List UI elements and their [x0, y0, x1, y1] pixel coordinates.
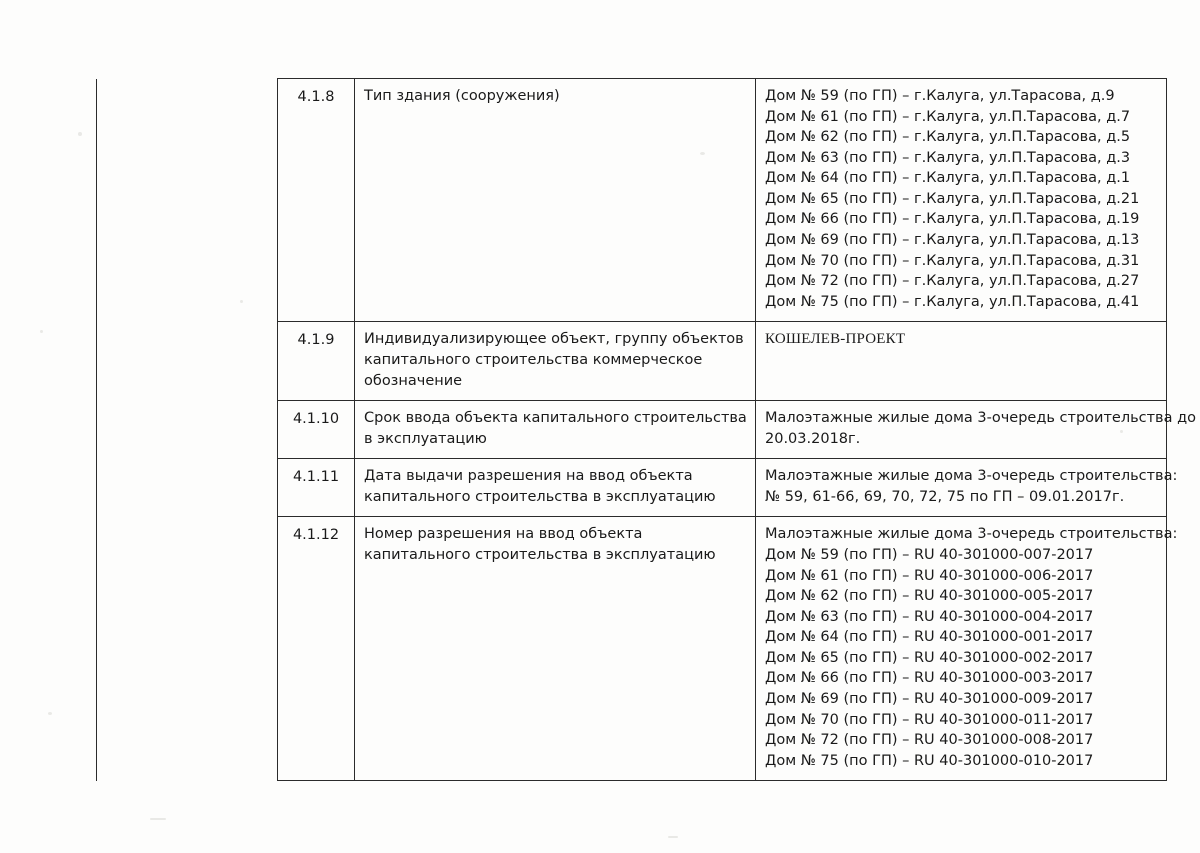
value-line: Малоэтажные жилые дома 3-очередь строительства:	[765, 468, 1178, 485]
label-line: Дата выдачи разрешения на ввод объекта	[364, 468, 693, 485]
row-value	[756, 517, 1178, 781]
value-line: Дом № 61 (по ГП) – RU 40-301000-006-2017	[765, 567, 1094, 584]
row-label	[355, 459, 756, 517]
value-line: Дом № 75 (по ГП) – г.Калуга, ул.П.Тарасова, д.41	[765, 293, 1140, 310]
row-label	[355, 517, 756, 781]
row-number: 4.1.11	[278, 459, 355, 517]
label-line: капитального строительства в эксплуатацию	[364, 546, 716, 563]
value-line: Дом № 64 (по ГП) – RU 40-301000-001-2017	[765, 629, 1094, 646]
value-line: Малоэтажные жилые дома 3-очередь строительства:	[765, 526, 1178, 543]
row-label	[355, 401, 756, 459]
label-line: Индивидуализирующее объект, группу объектов	[364, 331, 744, 348]
value-line: Дом № 64 (по ГП) – г.Калуга, ул.П.Тарасова, д.1	[765, 170, 1131, 187]
row-number: 4.1.8	[278, 79, 355, 322]
label-line: Срок ввода объекта капитального строительства	[364, 410, 747, 427]
row-value	[756, 322, 1167, 401]
label-line: Номер разрешения на ввод объекта	[364, 526, 643, 543]
value-line: Дом № 69 (по ГП) – г.Калуга, ул.П.Тарасова, д.13	[765, 232, 1140, 249]
value-line: Дом № 66 (по ГП) – RU 40-301000-003-2017	[765, 670, 1094, 687]
value-line: Дом № 75 (по ГП) – RU 40-301000-010-2017	[765, 752, 1094, 769]
row-value	[756, 79, 1167, 322]
value-line: Дом № 70 (по ГП) – г.Калуга, ул.П.Тарасова, д.31	[765, 252, 1140, 269]
left-margin-cell	[97, 79, 278, 781]
value-line: Дом № 69 (по ГП) – RU 40-301000-009-2017	[765, 691, 1094, 708]
value-line: Малоэтажные жилые дома 3-очередь строительства до	[765, 410, 1196, 427]
value-line: КОШЕЛЕВ-ПРОЕКТ	[765, 331, 906, 348]
row-value	[756, 401, 1196, 459]
value-line: Дом № 59 (по ГП) – RU 40-301000-007-2017	[765, 546, 1094, 563]
value-line: Дом № 63 (по ГП) – RU 40-301000-004-2017	[765, 608, 1094, 625]
row-number: 4.1.9	[278, 322, 355, 401]
value-line: Дом № 66 (по ГП) – г.Калуга, ул.П.Тарасова, д.19	[765, 211, 1140, 228]
value-line: Дом № 59 (по ГП) – г.Калуга, ул.Тарасова, д.9	[765, 88, 1115, 104]
row-number: 4.1.10	[278, 401, 355, 459]
value-line: Дом № 61 (по ГП) – г.Калуга, ул.П.Тарасова, д.7	[765, 108, 1131, 125]
row-value	[756, 459, 1178, 517]
value-line: Дом № 62 (по ГП) – г.Калуга, ул.П.Тарасова, д.5	[765, 129, 1131, 146]
label-line: капитального строительства коммерческое	[364, 351, 703, 368]
value-line: Дом № 65 (по ГП) – RU 40-301000-002-2017	[765, 649, 1094, 666]
value-line: Дом № 72 (по ГП) – RU 40-301000-008-2017	[765, 732, 1094, 749]
row-label	[355, 322, 756, 401]
label-line: капитального строительства в эксплуатацию	[364, 488, 716, 505]
value-line: Дом № 62 (по ГП) – RU 40-301000-005-2017	[765, 588, 1094, 605]
value-line: № 59, 61-66, 69, 70, 72, 75 по ГП – 09.01.2017г.	[765, 488, 1125, 505]
label-line: обозначение	[364, 372, 463, 389]
value-line: Дом № 65 (по ГП) – г.Калуга, ул.П.Тарасова, д.21	[765, 190, 1140, 207]
row-label	[355, 79, 756, 322]
label-line: в эксплуатацию	[364, 430, 487, 447]
table-row	[97, 79, 1167, 322]
label-line: Тип здания (сооружения)	[364, 88, 560, 104]
value-line: Дом № 72 (по ГП) – г.Калуга, ул.П.Тарасова, д.27	[765, 273, 1140, 290]
value-line: 20.03.2018г.	[765, 430, 861, 447]
value-line: Дом № 63 (по ГП) – г.Калуга, ул.П.Тарасова, д.3	[765, 149, 1131, 166]
row-number: 4.1.12	[278, 517, 355, 781]
document-table	[96, 78, 1196, 781]
table-body	[97, 79, 1196, 781]
value-line: Дом № 70 (по ГП) – RU 40-301000-011-2017	[765, 711, 1094, 728]
